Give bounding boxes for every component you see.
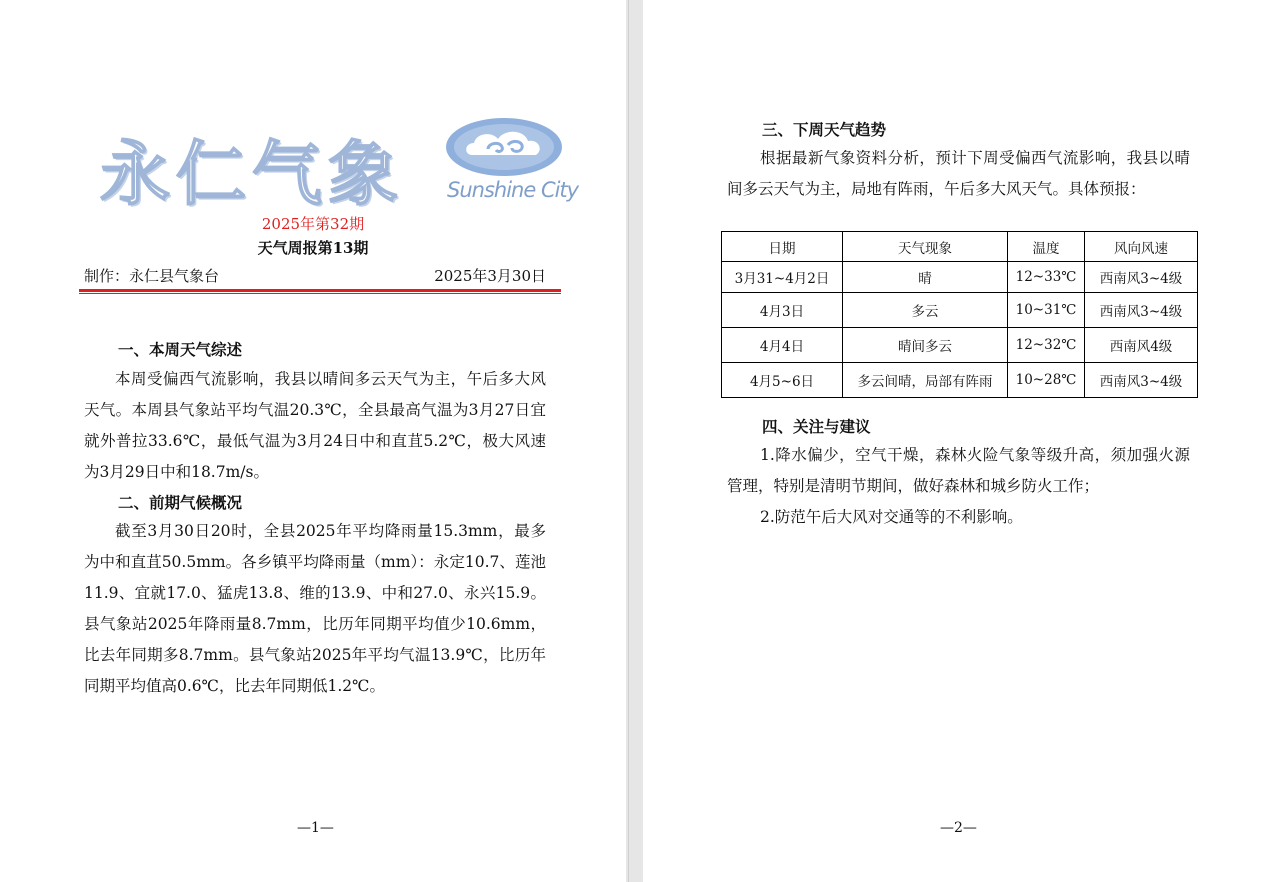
cell-temperature: 12~33℃ <box>1008 262 1085 293</box>
section-4-item-1: 1.降水偏少，空气干燥，森林火险气象等级升高，须加强火源管理，特别是清明节期间，做好森林和城乡防火工作； <box>727 446 1190 495</box>
brand-title: 永仁气象 <box>100 133 404 215</box>
cell-wind: 西南风3~4级 <box>1085 293 1198 328</box>
header-divider-thin <box>79 293 561 294</box>
table-row <box>722 363 1198 398</box>
report-date: 2025年3月30日 <box>434 267 546 285</box>
cell-date: 4月3日 <box>722 293 843 328</box>
forecast-table <box>721 231 1198 398</box>
table-row <box>722 328 1198 363</box>
cloud-logo-icon <box>442 115 566 181</box>
cell-date: 3月31~4月2日 <box>722 262 843 293</box>
maker-label: 制作：永仁县气象台 <box>84 267 220 285</box>
cell-temperature: 10~28℃ <box>1008 363 1085 398</box>
section-1-title: 一、本周天气综述 <box>118 341 243 359</box>
col-header-date: 日期 <box>722 232 843 262</box>
cell-date: 4月5~6日 <box>722 363 843 398</box>
section-4-title: 四、关注与建议 <box>762 418 871 436</box>
cell-temperature: 12~32℃ <box>1008 328 1085 363</box>
table-row <box>722 262 1198 293</box>
col-header-weather: 天气现象 <box>843 232 1008 262</box>
cell-date: 4月4日 <box>722 328 843 363</box>
cell-weather: 晴 <box>843 262 1008 293</box>
cell-weather: 多云 <box>843 293 1008 328</box>
section-4-item-2: 2.防范午后大风对交通等的不利影响。 <box>760 508 1023 526</box>
table-row <box>722 293 1198 328</box>
issue-number: 2025年第32期 <box>261 215 365 233</box>
brand-subtitle: Sunshine City <box>447 178 579 202</box>
header-divider <box>79 289 561 292</box>
cell-wind: 西南风3~4级 <box>1085 363 1198 398</box>
page-number-1: —1— <box>297 820 334 836</box>
page-number-2: —2— <box>940 820 977 836</box>
col-header-temperature: 温度 <box>1008 232 1085 262</box>
table-header-row <box>722 232 1198 262</box>
section-2-text: 截至3月30日20时，全县2025年平均降雨量15.3mm，最多为中和直苴50.5mm。各乡镇平均降雨量（mm）：永定10.7、莲池11.9、宜就17.0、猛虎13.8、维的13.9、中和27.0、永兴15.9。县气象站2025年降雨量8.7mm，比历年同期平均值少10.6mm，比去年同期多8.7mm。县气象站2025年平均气温13.9℃，比历年同期平均值高0.6℃，比去年同期低1.2℃。 <box>84 522 546 695</box>
report-subtitle: 天气周报第13期 <box>257 239 369 257</box>
section-3-intro: 根据最新气象资料分析，预计下周受偏西气流影响，我县以晴间多云天气为主，局地有阵雨，午后多大风天气。具体预报： <box>727 149 1190 198</box>
section-1-text: 本周受偏西气流影响，我县以晴间多云天气为主，午后多大风天气。本周县气象站平均气温20.3℃，全县最高气温为3月27日宜就外普拉33.6℃，最低气温为3月24日中和直苴5.2℃，极大风速为3月29日中和18.7m/s。 <box>84 370 546 481</box>
document-page-1 <box>0 0 626 882</box>
col-header-wind: 风向风速 <box>1085 232 1198 262</box>
cell-wind: 西南风4级 <box>1085 328 1198 363</box>
section-3-title: 三、下周天气趋势 <box>762 121 887 139</box>
page-gutter <box>626 0 643 882</box>
cell-wind: 西南风3~4级 <box>1085 262 1198 293</box>
section-2-title: 二、前期气候概况 <box>118 494 243 512</box>
cell-weather: 晴间多云 <box>843 328 1008 363</box>
cell-weather: 多云间晴，局部有阵雨 <box>843 363 1008 398</box>
cell-temperature: 10~31℃ <box>1008 293 1085 328</box>
